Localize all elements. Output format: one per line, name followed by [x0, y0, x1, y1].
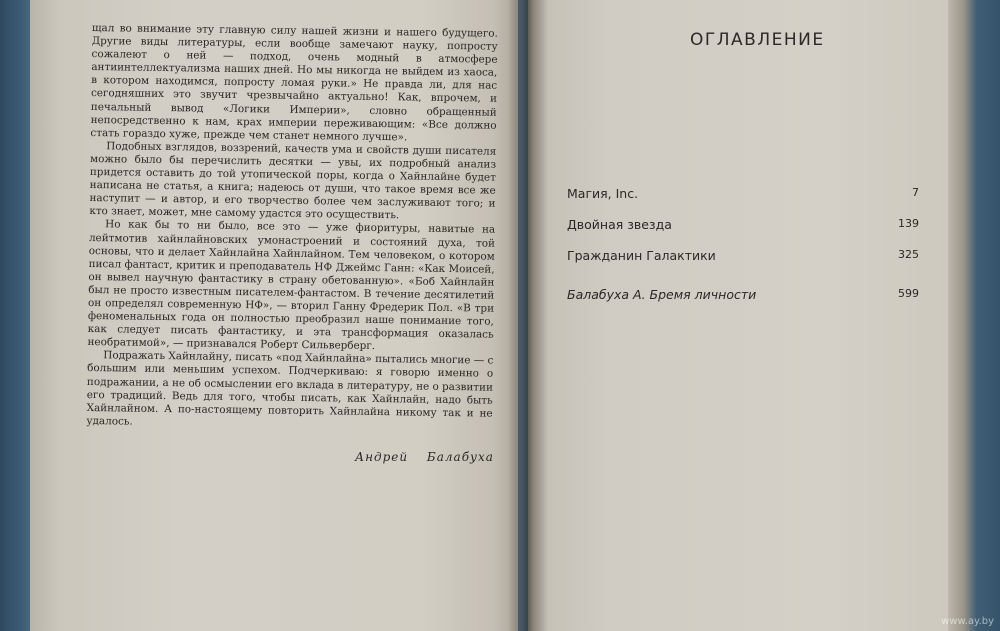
book-gutter	[508, 0, 548, 631]
toc-entry-title: Гражданин Галактики	[567, 248, 716, 263]
toc-entry-title: Магия, Inc.	[567, 186, 639, 201]
toc-entry	[567, 287, 919, 318]
toc-entry	[567, 186, 919, 217]
toc-entry-page: 7	[912, 186, 919, 199]
table-of-contents	[567, 186, 919, 318]
toc-entry-page: 599	[898, 287, 919, 300]
page-edge	[948, 0, 1000, 631]
toc-entry-page: 325	[898, 248, 919, 261]
paragraph: Подобных взглядов, воззрений, качеств ума и свойств души писателя можно было бы перечислить десятки — увы, их подробный анализ придется оставить до той утопической поры, когда о Хайнлайне будет написана не статья, а книга; надеюсь от души, что такое время все же наступит — и автор, и его творчество более чем заслуживают того; и кто знает, может, мне самому удастся это осуществить.	[89, 140, 497, 222]
paragraph: щал во внимание эту главную силу нашей жизни и нашего будущего. Другие виды литературы, если вообще замечают науку, попросту сожалеют о ней — подход, очень модный в атмосфере антиинтеллектуализма наших дней. Но мы никогда не выйдем из хаоса, в котором находимся, попросту ломая руки.» Не правда ли, для нас сегодняшних это звучит чрезвычайно актуально! Как, впрочем, и печальный вывод «Логики Империи», словно обращенный непосредственно к нам, крах империи переживающим: «Все должно стать гораздо хуже, прежде чем станет немного лучше».	[90, 22, 498, 144]
toc-entry-page: 139	[898, 217, 919, 230]
toc-entry	[567, 217, 919, 248]
toc-entry-title: Балабуха А. Бремя личности	[567, 287, 757, 302]
toc-title: ОГЛАВЛЕНИЕ	[690, 30, 825, 50]
watermark: www.ay.by	[941, 616, 994, 627]
toc-entry	[567, 248, 919, 279]
paragraph: Подражать Хайнлайну, писать «под Хайнлайна» пытались многие — с большим или меньшим успехом. Подчеркиваю: я говорю именно о подражании, а не об осмыслении его вклада в литературу, не о развитии его традиций. Ведь для того, чтобы писать, как Хайнлайн, надо быть Хайнлайном. А по-настоящему повторить Хайнлайна никому так и не удалось.	[86, 349, 494, 428]
essay-text	[86, 22, 498, 434]
toc-entry-title: Двойная звезда	[567, 217, 672, 232]
author-signature: Андрей Балабуха	[355, 450, 494, 464]
paragraph: Но как бы то ни было, все это — уже фиоритуры, навитые на лейтмотив хайнлайновских умонастроений и состояний духа, той основы, что и делает Хайнлайна Хайнлайном. Тем человеком, о котором писал фантаст, критик и преподаватель НФ Джеймс Ганн: «Как Моисей, он вывел научную фантастику в страну обетованную». «Боб Хайнлайн был не просто известным писателем-фантастом. В течение десятилетий он определял современную НФ», — вторил Ганну Фредерик Пол. «В три феноменальных года он полностью преобразил наше понимание того, как следует писать фантастику, и эта трансформация оказалась необратимой», — признавался Роберт Сильверберг.	[87, 218, 496, 353]
